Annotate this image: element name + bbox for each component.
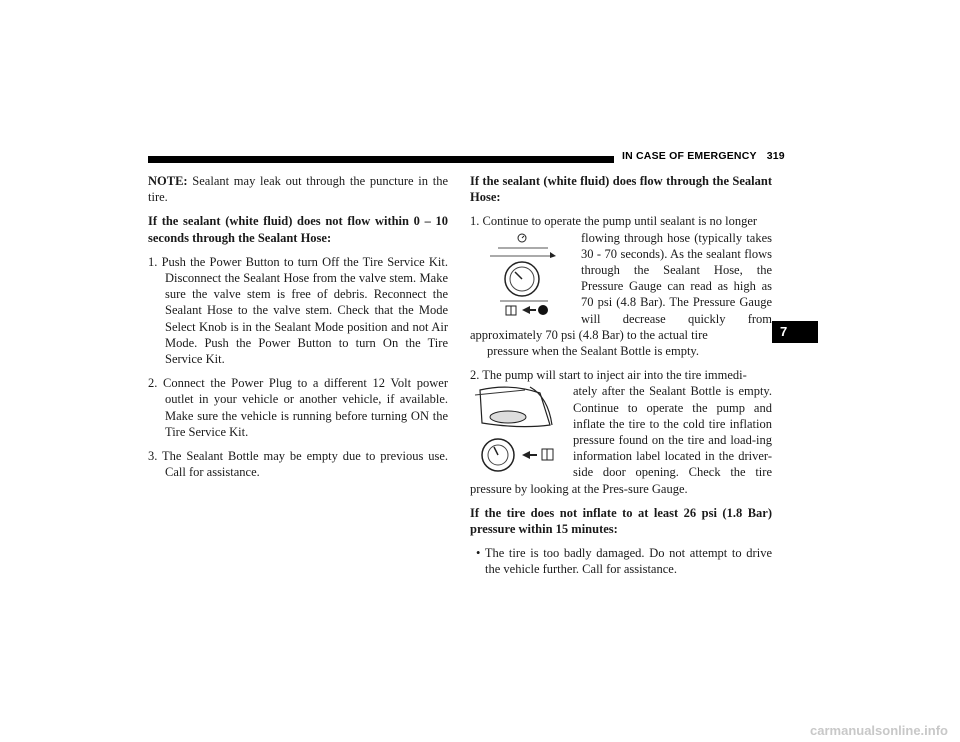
chapter-tab: 7 <box>772 321 818 343</box>
note-paragraph <box>148 173 448 205</box>
watermark: carmanualsonline.info <box>810 723 948 738</box>
header-section: IN CASE OF EMERGENCY <box>622 150 757 162</box>
list-item <box>470 367 772 497</box>
running-header <box>622 150 785 162</box>
item2-lead: 2. The pump will start to inject air into the tire immedi- <box>470 368 747 383</box>
no-flow-heading: If the sealant (white fluid) does not flow within 0 – 10 seconds through the Sealant Hose: <box>148 214 448 245</box>
no-inflate-heading: If the tire does not inflate to at least 26 psi (1.8 Bar) pressure within 15 minutes: <box>470 505 772 537</box>
list-item: 1. Push the Power Button to turn Off the Tire Service Kit. Disconnect the Sealant Hose from the valve stem. Make sure the valve stem is free of debris. Reconnect the Sealant Hose to the valve stem. Check that the Mode Select Knob is in the Sealant Mode position and not Air Mode. Push the Power Button to turn On the Tire Service Kit. <box>148 254 448 367</box>
list-item: 3. The Sealant Bottle may be empty due to previous use. Call for assistance. <box>148 449 448 480</box>
bullet-text: The tire is too badly damaged. Do not attempt to drive the vehicle further. Call for assistance. <box>484 546 772 577</box>
item2-wrap: ately after the Sealant Bottle is empty. Continue to operate the pump and inflate the tire to the cold tire inflation pressure found on the tire and load-ing information label located in the driver-side door opening. Check the tire pressure by looking at the Pres-sure Gauge. <box>470 384 772 496</box>
header-rule <box>148 156 614 163</box>
list-item: 2. Connect the Power Plug to a different 12 Volt power outlet in your vehicle or another vehicle, if available. Make sure the vehicle is running before turning ON the Tire Service Kit. <box>148 376 448 439</box>
left-column <box>148 173 448 488</box>
pump-figure-icon <box>470 385 565 475</box>
note-text: Sealant may leak out through the puncture in the tire. <box>148 174 448 205</box>
gauge-figure-icon <box>470 232 575 316</box>
page-number: 319 <box>766 150 785 162</box>
item1-wrap: flowing through hose (typically takes 30 - 70 seconds). As the sealant flows through the Sealant Hose, the Pressure Gauge can read as high as 70 psi (4.8 Bar). The Pressure Gauge will decrease quickly from approximately 70 psi (4.8 Bar) to the actual tire <box>470 230 772 342</box>
right-column <box>470 173 772 586</box>
list-item <box>470 213 772 359</box>
note-label: NOTE: <box>148 174 188 188</box>
flow-heading: If the sealant (white fluid) does flow through the Sealant Hose: <box>470 174 772 205</box>
item1-tail: pressure when the Sealant Bottle is empty. <box>487 344 699 359</box>
bullet-item: • The tire is too badly damaged. Do not attempt to drive the vehicle further. Call for assistance. <box>476 546 772 577</box>
item1-lead: 1. Continue to operate the pump until sealant is no longer <box>470 214 758 229</box>
